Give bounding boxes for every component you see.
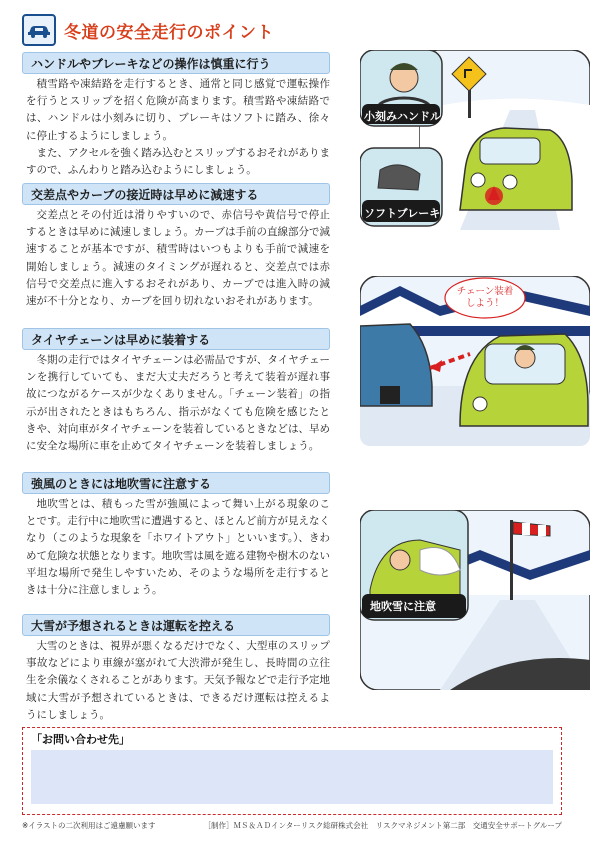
- illustration-handle-brake: [360, 50, 590, 230]
- section-body-chain: [26, 352, 330, 455]
- contact-label: 「お問い合わせ先」: [31, 733, 130, 746]
- footer-note: ※イラストの二次利用はご遠慮願います: [22, 821, 156, 830]
- speech-chain: [452, 286, 518, 310]
- speech-chain-line2: しよう！: [465, 298, 504, 309]
- contact-content-area: [31, 750, 553, 804]
- section-heading-heavy-snow: 大雪が予想されるときは運転を控える: [22, 614, 330, 636]
- illustration-chain: [360, 276, 590, 446]
- title-row: [22, 10, 274, 50]
- page-title: 冬道の安全走行のポイント: [64, 22, 274, 43]
- section-paragraph: 積雪路や凍結路を走行するとき、通常と同じ感覚で運転操作を行うとスリップを招く危険が高まります。積雪路や凍結路では、ハンドルは小刻みに切り、ブレーキはソフトに踏み、徐々に停止するようにしましょう。: [26, 78, 330, 142]
- section-body-wind: [26, 496, 330, 599]
- footer-credit: ［制作］ＭＳ＆ＡＤインターリスク総研株式会社 リスクマネジメント第二部 交通安全サポートグループ: [203, 821, 562, 830]
- illustration-jifubuki: [360, 510, 590, 690]
- section-paragraph: 地吹雪とは、積もった雪が強風によって舞い上がる現象のことです。走行中に地吹雪に遭遇すると、ほとんど前方が見えなくなり（このような現象を「ホワイトアウト」といいます。）、きわめて危険な状態となります。地吹雪は風を遮る建物や樹木のない平坦な場所で発生しやすいため、そのような場所を走行するときは十分に注意しましょう。: [26, 498, 330, 597]
- section-paragraph: 交差点とその付近は滑りやすいので、赤信号や黄信号で停止するときは早めに減速しましょう。カーブは手前の直線部分で減速することが基本ですが、積雪時はいつもよりも手前で減速を開始しましょう。減速のタイミングが遅れると、交差点では赤信号で交差点に進入するおそれがあり、カーブでは進入時の減速が不十分となり、カーブを回り切れないおそれがあります。: [26, 209, 330, 308]
- contact-box: [22, 727, 562, 815]
- section-heading-chain: タイヤチェーンは早めに装着する: [22, 328, 330, 350]
- section-heading-wind: 強風のときには地吹雪に注意する: [22, 472, 330, 494]
- label-handle: 小刻みハンドル: [364, 110, 441, 123]
- section-paragraph: 大雪のときは、視界が悪くなるだけでなく、大型車のスリップ事故などにより車線が塞がれて大渋滞が発生し、長時間の立往生を余儀なくされることがあります。天気予報などで走行予定地域に大雪が予想されているときは、できるだけ運転は控えるようにしましょう。: [26, 640, 330, 721]
- section-heading-operation: ハンドルやブレーキなどの操作は慎重に行う: [22, 52, 330, 74]
- speech-chain-line1: チェーン装着: [456, 286, 514, 297]
- section-body-operation: [26, 76, 330, 179]
- section-body-heavy-snow: [26, 638, 330, 724]
- section-body-slowdown: [26, 207, 330, 310]
- section-paragraph: また、アクセルを強く踏み込むとスリップするおそれがありますので、ふんわりと踏み込むようにしましょう。: [26, 146, 330, 177]
- label-brake: ソフトブレーキ: [364, 207, 441, 220]
- section-paragraph: 冬期の走行ではタイヤチェーンは必需品ですが、タイヤチェーンを携行していても、まだ大丈夫だろうと考えて装着が遅れ事故につながるケースが少なくありません。「チェーン装着」の指示が出されたときはもちろん、指示がなくても危険を感じたときや、対向車がタイヤチェーンを装着しているときなどは、早めに安全な場所に車を止めてタイヤチェーンを装着しましょう。: [26, 354, 330, 453]
- car-icon: [22, 14, 56, 46]
- label-jifubuki: 地吹雪に注意: [370, 600, 436, 613]
- section-heading-slowdown: 交差点やカーブの接近時は早めに減速する: [22, 183, 330, 205]
